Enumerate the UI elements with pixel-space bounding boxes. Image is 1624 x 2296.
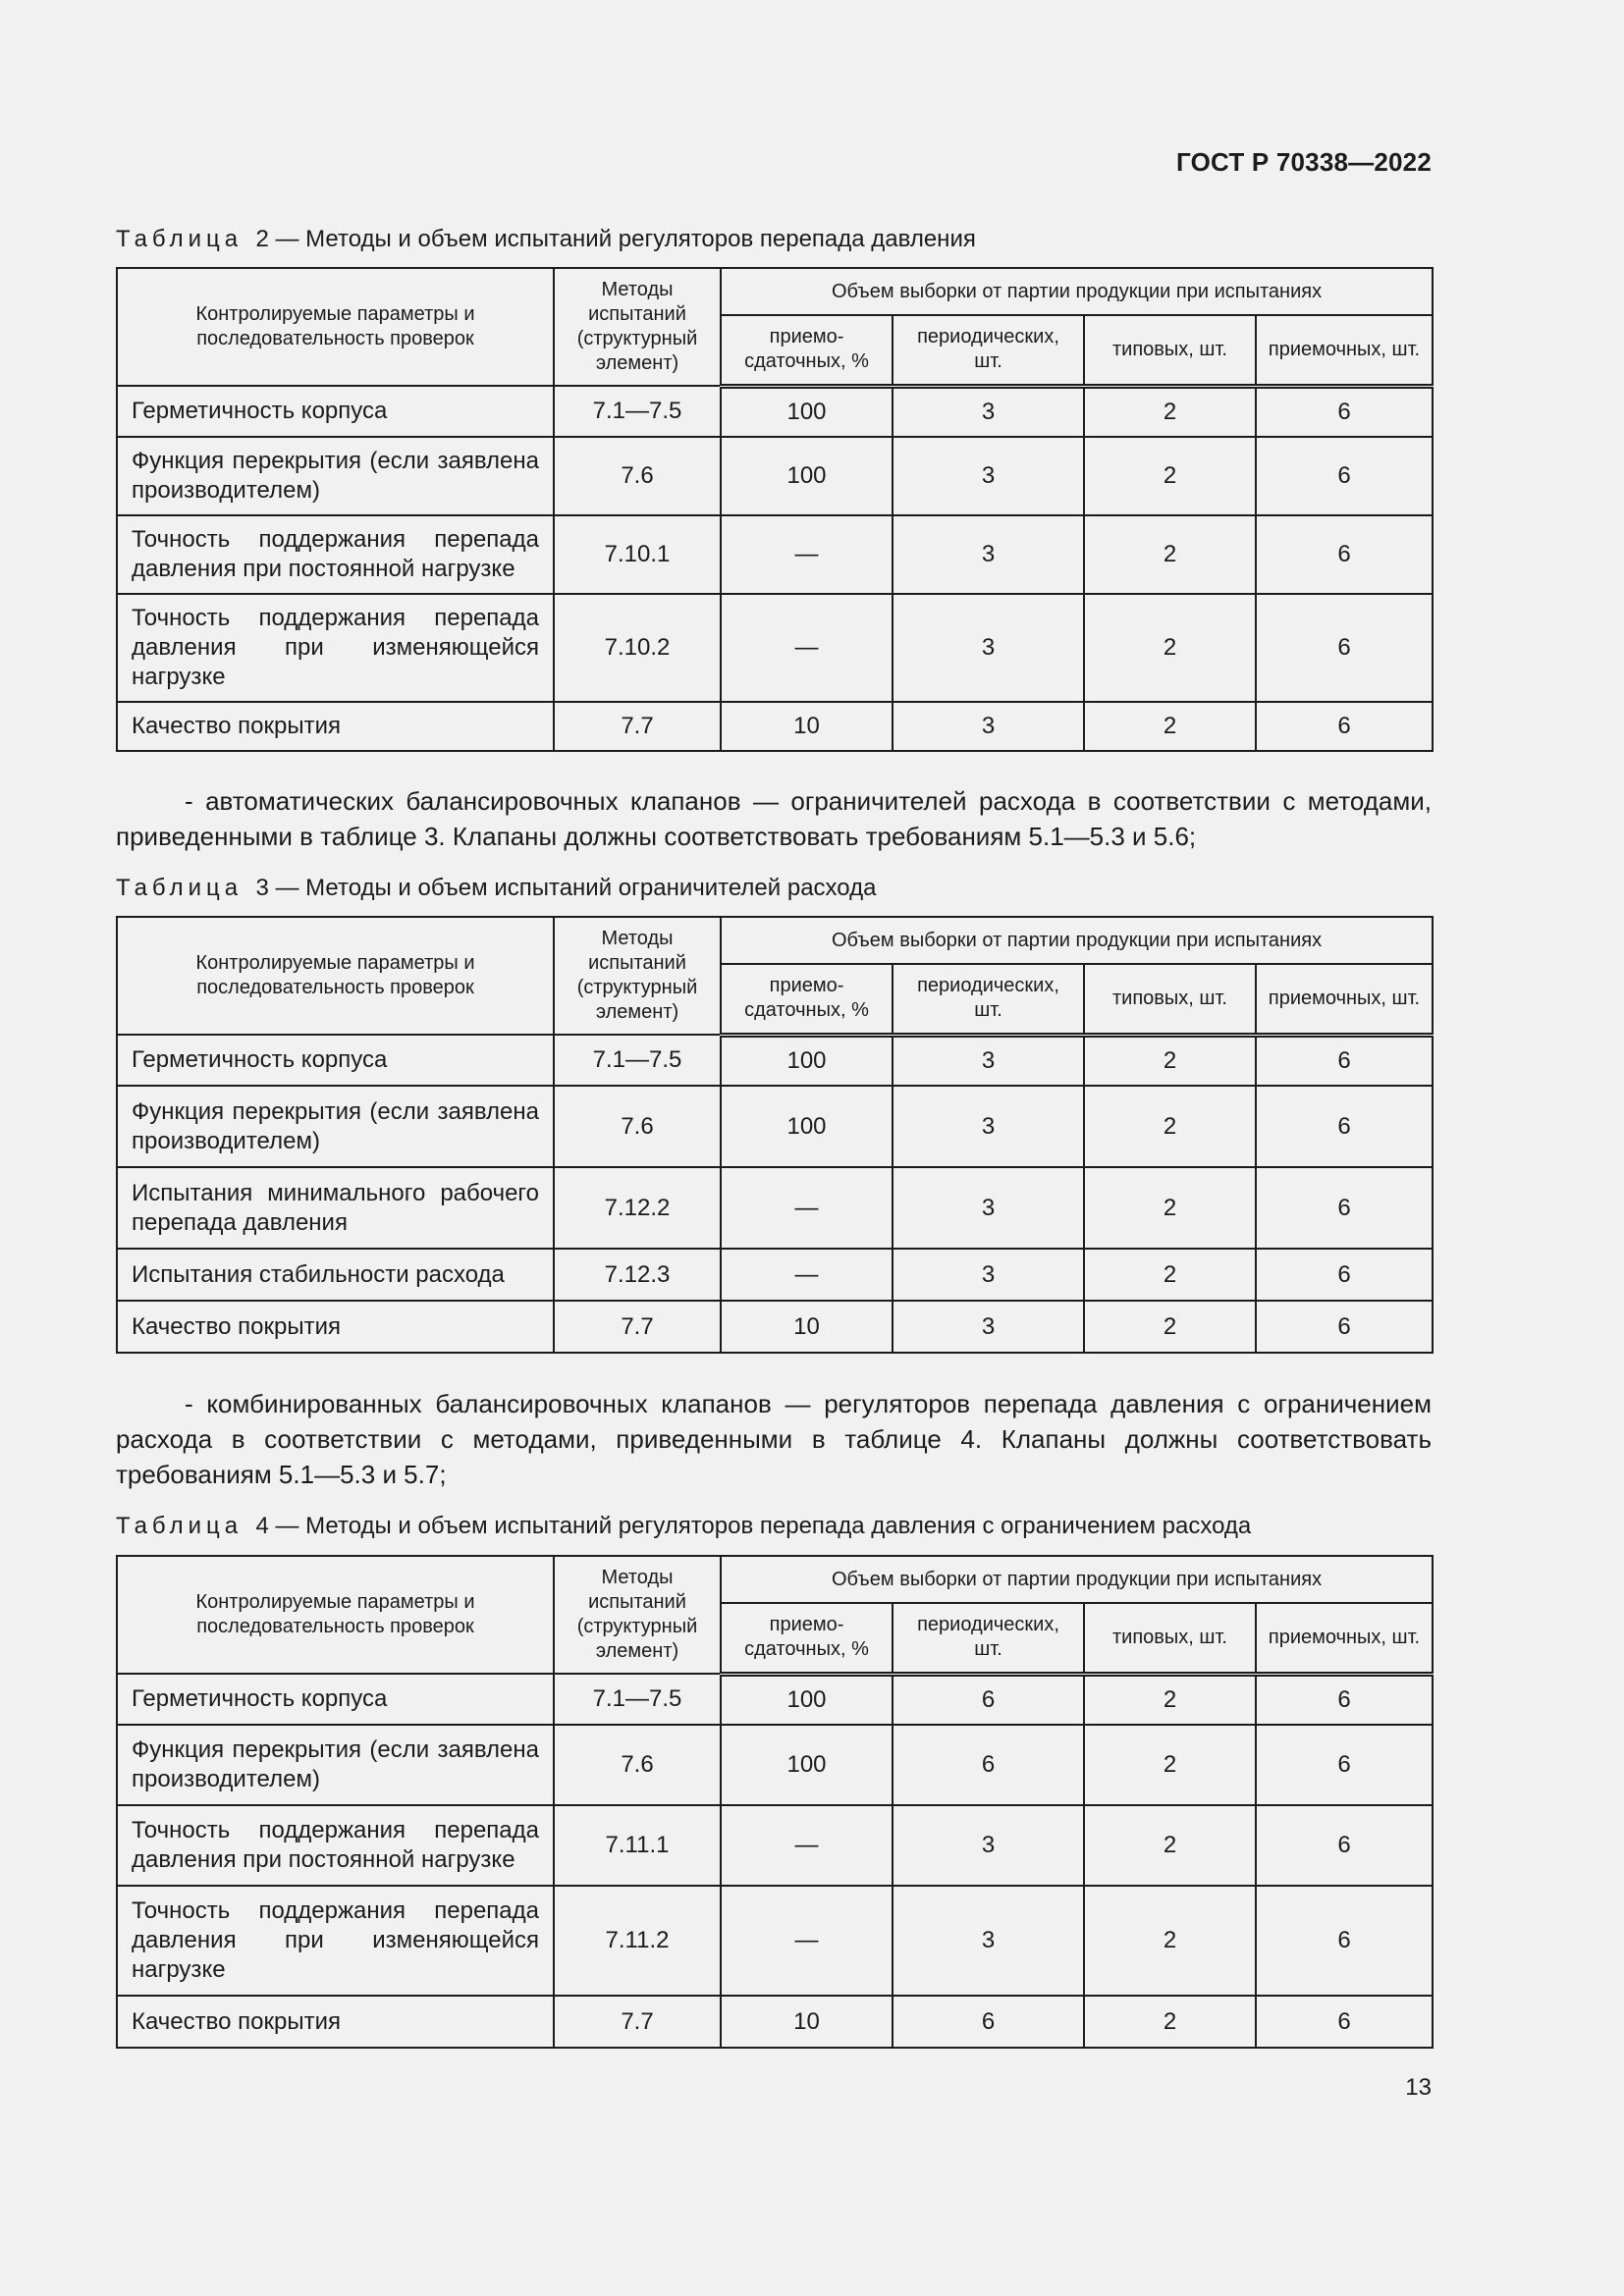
cell-param: Функция перекрытия (если заявлена производителем): [117, 437, 554, 515]
cell-acceptance: 10: [721, 702, 893, 751]
header-reception: приемочных, шт.: [1256, 964, 1433, 1035]
cell-type: 2: [1084, 1886, 1256, 1996]
cell-reception: 6: [1256, 1167, 1433, 1249]
table-row: [117, 1725, 1433, 1805]
cell-method: 7.7: [554, 1301, 721, 1353]
cell-acceptance: 10: [721, 1996, 893, 2048]
cell-param: Точность поддержания перепада давления при постоянной нагрузке: [117, 1805, 554, 1886]
cell-periodic: 3: [893, 1249, 1084, 1301]
table-caption-label: Таблица: [116, 875, 244, 901]
cell-type: 2: [1084, 386, 1256, 437]
cell-param: Качество покрытия: [117, 702, 554, 751]
cell-periodic: 3: [893, 1035, 1084, 1086]
cell-type: 2: [1084, 1035, 1256, 1086]
cell-reception: 6: [1256, 1249, 1433, 1301]
cell-reception: 6: [1256, 1086, 1433, 1167]
cell-param: Герметичность корпуса: [117, 386, 554, 437]
table-header-row: [117, 1556, 1433, 1603]
header-param: Контролируемые параметры и последовательность проверок: [117, 1556, 554, 1674]
table-header-row: [117, 268, 1433, 315]
cell-reception: 6: [1256, 386, 1433, 437]
cell-type: 2: [1084, 515, 1256, 594]
cell-reception: 6: [1256, 1035, 1433, 1086]
cell-type: 2: [1084, 1725, 1256, 1805]
cell-method: 7.11.1: [554, 1805, 721, 1886]
cell-periodic: 3: [893, 702, 1084, 751]
cell-type: 2: [1084, 1674, 1256, 1725]
table-caption: [116, 226, 976, 253]
header-reception: приемочных, шт.: [1256, 1603, 1433, 1674]
table-row: [117, 1086, 1433, 1167]
cell-reception: 6: [1256, 594, 1433, 702]
cell-type: 2: [1084, 1996, 1256, 2048]
cell-acceptance: 100: [721, 386, 893, 437]
header-sample-size: Объем выборки от партии продукции при испытаниях: [721, 1556, 1433, 1603]
cell-periodic: 6: [893, 1725, 1084, 1805]
table-row: [117, 1035, 1433, 1086]
cell-periodic: 6: [893, 1674, 1084, 1725]
table-caption-title: — Методы и объем испытаний регуляторов перепада давления: [275, 226, 976, 252]
table-row: [117, 1674, 1433, 1725]
header-periodic: периодических, шт.: [893, 1603, 1084, 1674]
table-caption-title: — Методы и объем испытаний регуляторов перепада давления с ограничением расхода: [275, 1513, 1252, 1539]
cell-acceptance: 100: [721, 1725, 893, 1805]
paragraph: [116, 783, 1432, 854]
header-type: типовых, шт.: [1084, 1603, 1256, 1674]
table-row: [117, 1886, 1433, 1996]
header-reception: приемочных, шт.: [1256, 315, 1433, 386]
cell-acceptance: 100: [721, 1035, 893, 1086]
cell-method: 7.1—7.5: [554, 386, 721, 437]
table-row: [117, 515, 1433, 594]
cell-type: 2: [1084, 1249, 1256, 1301]
cell-acceptance: 100: [721, 1086, 893, 1167]
header-periodic: периодических, шт.: [893, 315, 1084, 386]
table-caption: [116, 1513, 1251, 1540]
cell-periodic: 3: [893, 1805, 1084, 1886]
cell-periodic: 3: [893, 1301, 1084, 1353]
cell-type: 2: [1084, 1805, 1256, 1886]
cell-periodic: 3: [893, 1086, 1084, 1167]
cell-type: 2: [1084, 1167, 1256, 1249]
cell-periodic: 3: [893, 1886, 1084, 1996]
table-row: [117, 1301, 1433, 1353]
cell-method: 7.1—7.5: [554, 1674, 721, 1725]
cell-reception: 6: [1256, 1725, 1433, 1805]
test-methods-table: [116, 1555, 1434, 2049]
cell-type: 2: [1084, 702, 1256, 751]
cell-acceptance: —: [721, 1886, 893, 1996]
cell-method: 7.10.2: [554, 594, 721, 702]
cell-periodic: 6: [893, 1996, 1084, 2048]
header-periodic: периодических, шт.: [893, 964, 1084, 1035]
header-sample-size: Объем выборки от партии продукции при испытаниях: [721, 917, 1433, 964]
document-code: ГОСТ Р 70338—2022: [1176, 147, 1432, 177]
header-method: Методы испытаний (структурный элемент): [554, 268, 721, 386]
cell-type: 2: [1084, 1301, 1256, 1353]
table-row: [117, 437, 1433, 515]
page-number: 13: [1405, 2074, 1432, 2101]
cell-reception: 6: [1256, 515, 1433, 594]
table-header-row: [117, 917, 1433, 964]
cell-periodic: 3: [893, 1167, 1084, 1249]
cell-reception: 6: [1256, 1805, 1433, 1886]
cell-method: 7.6: [554, 1725, 721, 1805]
test-methods-table: [116, 916, 1434, 1354]
table-row: [117, 1805, 1433, 1886]
cell-periodic: 3: [893, 594, 1084, 702]
cell-reception: 6: [1256, 1301, 1433, 1353]
cell-periodic: 3: [893, 437, 1084, 515]
cell-acceptance: —: [721, 1805, 893, 1886]
cell-type: 2: [1084, 594, 1256, 702]
paragraph: [116, 1386, 1432, 1492]
table-caption-number: 4: [255, 1513, 269, 1539]
cell-periodic: 3: [893, 515, 1084, 594]
header-method: Методы испытаний (структурный элемент): [554, 1556, 721, 1674]
cell-acceptance: 100: [721, 437, 893, 515]
cell-param: Испытания стабильности расхода: [117, 1249, 554, 1301]
table-row: [117, 594, 1433, 702]
cell-param: Герметичность корпуса: [117, 1035, 554, 1086]
table-caption-label: Таблица: [116, 1513, 244, 1539]
cell-type: 2: [1084, 1086, 1256, 1167]
header-acceptance: приемо-сдаточных, %: [721, 315, 893, 386]
cell-reception: 6: [1256, 702, 1433, 751]
cell-method: 7.7: [554, 702, 721, 751]
cell-param: Точность поддержания перепада давления при изменяющейся нагрузке: [117, 1886, 554, 1996]
header-type: типовых, шт.: [1084, 315, 1256, 386]
cell-reception: 6: [1256, 1674, 1433, 1725]
cell-param: Испытания минимального рабочего перепада давления: [117, 1167, 554, 1249]
table-caption-title: — Методы и объем испытаний ограничителей расхода: [275, 875, 877, 901]
table-row: [117, 702, 1433, 751]
cell-acceptance: —: [721, 515, 893, 594]
table-row: [117, 1249, 1433, 1301]
header-param: Контролируемые параметры и последовательность проверок: [117, 268, 554, 386]
cell-acceptance: 10: [721, 1301, 893, 1353]
table-row: [117, 1167, 1433, 1249]
cell-method: 7.7: [554, 1996, 721, 2048]
cell-reception: 6: [1256, 437, 1433, 515]
cell-param: Функция перекрытия (если заявлена производителем): [117, 1086, 554, 1167]
paragraph-text: - автоматических балансировочных клапанов — ограничителей расхода в соответствии с методами, приведенными в таблице 3. Клапаны должны соответствовать требованиям 5.1—5.3 и 5.6;: [116, 786, 1432, 851]
paragraph-text: - комбинированных балансировочных клапанов — регуляторов перепада давления с ограничением расхода в соответствии с методами, приведенными в таблице 4. Клапаны должны соответствовать требованиям 5.1—5.3 и 5.7;: [116, 1389, 1432, 1489]
test-methods-table: [116, 267, 1434, 752]
cell-method: 7.6: [554, 437, 721, 515]
table-caption-label: Таблица: [116, 226, 244, 252]
table-caption-number: 2: [255, 226, 269, 252]
cell-method: 7.1—7.5: [554, 1035, 721, 1086]
cell-param: Точность поддержания перепада давления при постоянной нагрузке: [117, 515, 554, 594]
cell-acceptance: —: [721, 1249, 893, 1301]
cell-method: 7.6: [554, 1086, 721, 1167]
cell-param: Функция перекрытия (если заявлена производителем): [117, 1725, 554, 1805]
table-row: [117, 1996, 1433, 2048]
cell-type: 2: [1084, 437, 1256, 515]
cell-method: 7.10.1: [554, 515, 721, 594]
cell-acceptance: —: [721, 594, 893, 702]
cell-param: Качество покрытия: [117, 1301, 554, 1353]
header-sample-size: Объем выборки от партии продукции при испытаниях: [721, 268, 1433, 315]
cell-method: 7.12.2: [554, 1167, 721, 1249]
cell-param: Точность поддержания перепада давления при изменяющейся нагрузке: [117, 594, 554, 702]
cell-reception: 6: [1256, 1996, 1433, 2048]
header-type: типовых, шт.: [1084, 964, 1256, 1035]
cell-param: Качество покрытия: [117, 1996, 554, 2048]
cell-method: 7.11.2: [554, 1886, 721, 1996]
table-row: [117, 386, 1433, 437]
cell-param: Герметичность корпуса: [117, 1674, 554, 1725]
header-param: Контролируемые параметры и последовательность проверок: [117, 917, 554, 1035]
header-method: Методы испытаний (структурный элемент): [554, 917, 721, 1035]
table-caption: [116, 875, 876, 902]
header-acceptance: приемо-сдаточных, %: [721, 964, 893, 1035]
cell-periodic: 3: [893, 386, 1084, 437]
cell-method: 7.12.3: [554, 1249, 721, 1301]
cell-acceptance: —: [721, 1167, 893, 1249]
table-caption-number: 3: [255, 875, 269, 901]
cell-acceptance: 100: [721, 1674, 893, 1725]
header-acceptance: приемо-сдаточных, %: [721, 1603, 893, 1674]
cell-reception: 6: [1256, 1886, 1433, 1996]
